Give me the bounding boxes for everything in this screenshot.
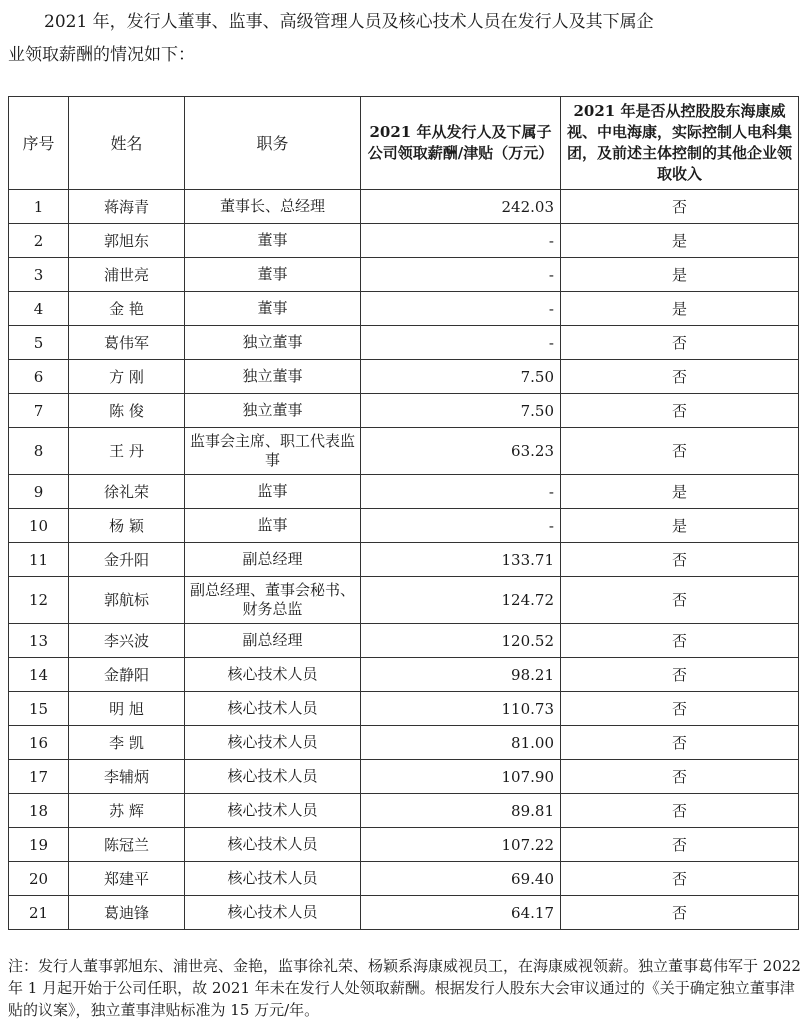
cell-other-income: 是 — [561, 509, 799, 543]
table-row — [9, 658, 799, 692]
cell-position: 监事 — [185, 509, 361, 543]
table-row — [9, 190, 799, 224]
cell-position: 独立董事 — [185, 360, 361, 394]
cell-other-income: 否 — [561, 360, 799, 394]
intro-line-2: 业领取薪酬的情况如下： — [8, 45, 195, 65]
cell-amount: 110.73 — [361, 692, 561, 726]
cell-seq: 20 — [9, 862, 69, 896]
table-body — [9, 190, 799, 930]
table-row — [9, 624, 799, 658]
cell-name: 郑建平 — [69, 862, 185, 896]
cell-amount: - — [361, 326, 561, 360]
table-row — [9, 726, 799, 760]
cell-position: 核心技术人员 — [185, 760, 361, 794]
header-position: 职务 — [185, 97, 361, 190]
intro-line-1: 2021 年，发行人董事、监事、高级管理人员及核心技术人员在发行人及其下属企 — [44, 12, 654, 32]
cell-position: 监事会主席、职工代表监事 — [185, 428, 361, 475]
cell-other-income: 否 — [561, 692, 799, 726]
table-row — [9, 394, 799, 428]
cell-seq: 8 — [9, 428, 69, 475]
cell-seq: 14 — [9, 658, 69, 692]
cell-position: 副总经理 — [185, 624, 361, 658]
cell-seq: 1 — [9, 190, 69, 224]
cell-other-income: 否 — [561, 543, 799, 577]
cell-seq: 12 — [9, 577, 69, 624]
cell-position: 董事 — [185, 224, 361, 258]
cell-seq: 15 — [9, 692, 69, 726]
table-row — [9, 224, 799, 258]
table-row — [9, 326, 799, 360]
table-row — [9, 475, 799, 509]
cell-other-income: 是 — [561, 292, 799, 326]
cell-position: 核心技术人员 — [185, 658, 361, 692]
cell-amount: 7.50 — [361, 360, 561, 394]
cell-amount: 242.03 — [361, 190, 561, 224]
header-amount: 2021 年从发行人及下属子公司领取薪酬/津贴（万元） — [361, 97, 561, 190]
cell-position: 副总经理、董事会秘书、财务总监 — [185, 577, 361, 624]
cell-position: 核心技术人员 — [185, 692, 361, 726]
cell-seq: 18 — [9, 794, 69, 828]
table-row — [9, 543, 799, 577]
header-name: 姓名 — [69, 97, 185, 190]
cell-name: 李 凯 — [69, 726, 185, 760]
cell-name: 徐礼荣 — [69, 475, 185, 509]
cell-amount: - — [361, 475, 561, 509]
cell-amount: 133.71 — [361, 543, 561, 577]
table-header-row — [9, 97, 799, 190]
cell-name: 郭旭东 — [69, 224, 185, 258]
cell-amount: 107.90 — [361, 760, 561, 794]
cell-amount: 120.52 — [361, 624, 561, 658]
table-row — [9, 509, 799, 543]
cell-seq: 5 — [9, 326, 69, 360]
cell-seq: 3 — [9, 258, 69, 292]
cell-position: 独立董事 — [185, 394, 361, 428]
cell-position: 副总经理 — [185, 543, 361, 577]
table-row — [9, 760, 799, 794]
cell-other-income: 否 — [561, 862, 799, 896]
cell-name: 蒋海青 — [69, 190, 185, 224]
cell-amount: - — [361, 258, 561, 292]
cell-other-income: 否 — [561, 577, 799, 624]
cell-name: 陈冠兰 — [69, 828, 185, 862]
header-seq: 序号 — [9, 97, 69, 190]
cell-amount: 98.21 — [361, 658, 561, 692]
footnote: 注：发行人董事郭旭东、浦世亮、金艳，监事徐礼荣、杨颖系海康威视员工，在海康威视领薪。独立董事葛伟军于 2022 年 1 月起开始于公司任职，故 2021 年未在发行人处领取薪酬。根据发行人股东大会审议通过的《关于确定独立董事津贴的议案》，独立董事津贴标准为 15 万元/年。 — [8, 957, 801, 1019]
cell-other-income: 否 — [561, 326, 799, 360]
cell-name: 李兴波 — [69, 624, 185, 658]
cell-position: 核心技术人员 — [185, 794, 361, 828]
cell-name: 苏 辉 — [69, 794, 185, 828]
cell-other-income: 否 — [561, 394, 799, 428]
intro-paragraph — [8, 6, 804, 72]
table-row — [9, 292, 799, 326]
cell-amount: 107.22 — [361, 828, 561, 862]
cell-amount: 89.81 — [361, 794, 561, 828]
cell-seq: 9 — [9, 475, 69, 509]
cell-position: 董事长、总经理 — [185, 190, 361, 224]
cell-seq: 6 — [9, 360, 69, 394]
cell-name: 葛迪锋 — [69, 896, 185, 930]
table-row — [9, 577, 799, 624]
cell-name: 郭航标 — [69, 577, 185, 624]
cell-seq: 10 — [9, 509, 69, 543]
cell-amount: 64.17 — [361, 896, 561, 930]
cell-name: 葛伟军 — [69, 326, 185, 360]
cell-name: 金升阳 — [69, 543, 185, 577]
cell-seq: 11 — [9, 543, 69, 577]
cell-name: 方 刚 — [69, 360, 185, 394]
cell-name: 金 艳 — [69, 292, 185, 326]
cell-seq: 16 — [9, 726, 69, 760]
cell-seq: 21 — [9, 896, 69, 930]
cell-position: 核心技术人员 — [185, 828, 361, 862]
table-row — [9, 828, 799, 862]
table-row — [9, 428, 799, 475]
cell-amount: 124.72 — [361, 577, 561, 624]
cell-amount: 63.23 — [361, 428, 561, 475]
cell-name: 明 旭 — [69, 692, 185, 726]
cell-seq: 2 — [9, 224, 69, 258]
cell-other-income: 否 — [561, 726, 799, 760]
cell-position: 核心技术人员 — [185, 862, 361, 896]
table-row — [9, 692, 799, 726]
cell-other-income: 否 — [561, 896, 799, 930]
table-row — [9, 360, 799, 394]
cell-seq: 17 — [9, 760, 69, 794]
cell-other-income: 否 — [561, 428, 799, 475]
cell-other-income: 是 — [561, 258, 799, 292]
cell-other-income: 否 — [561, 828, 799, 862]
table-row — [9, 896, 799, 930]
cell-amount: - — [361, 292, 561, 326]
cell-name: 陈 俊 — [69, 394, 185, 428]
cell-position: 董事 — [185, 258, 361, 292]
cell-other-income: 否 — [561, 760, 799, 794]
cell-position: 董事 — [185, 292, 361, 326]
cell-other-income: 否 — [561, 190, 799, 224]
table-row — [9, 862, 799, 896]
cell-other-income: 否 — [561, 624, 799, 658]
table-row — [9, 258, 799, 292]
cell-other-income: 否 — [561, 794, 799, 828]
cell-amount: - — [361, 509, 561, 543]
cell-position: 核心技术人员 — [185, 726, 361, 760]
cell-amount: 81.00 — [361, 726, 561, 760]
compensation-table — [8, 96, 799, 930]
cell-position: 独立董事 — [185, 326, 361, 360]
cell-other-income: 是 — [561, 224, 799, 258]
cell-other-income: 否 — [561, 658, 799, 692]
cell-amount: 69.40 — [361, 862, 561, 896]
cell-amount: 7.50 — [361, 394, 561, 428]
cell-name: 杨 颖 — [69, 509, 185, 543]
cell-position: 监事 — [185, 475, 361, 509]
cell-seq: 4 — [9, 292, 69, 326]
cell-seq: 19 — [9, 828, 69, 862]
cell-amount: - — [361, 224, 561, 258]
cell-seq: 13 — [9, 624, 69, 658]
header-other-income: 2021 年是否从控股股东海康威视、中电海康，实际控制人电科集团，及前述主体控制的其他企业领取收入 — [561, 97, 799, 190]
cell-position: 核心技术人员 — [185, 896, 361, 930]
cell-name: 浦世亮 — [69, 258, 185, 292]
cell-seq: 7 — [9, 394, 69, 428]
cell-other-income: 是 — [561, 475, 799, 509]
table-row — [9, 794, 799, 828]
cell-name: 金静阳 — [69, 658, 185, 692]
cell-name: 李辅炳 — [69, 760, 185, 794]
cell-name: 王 丹 — [69, 428, 185, 475]
